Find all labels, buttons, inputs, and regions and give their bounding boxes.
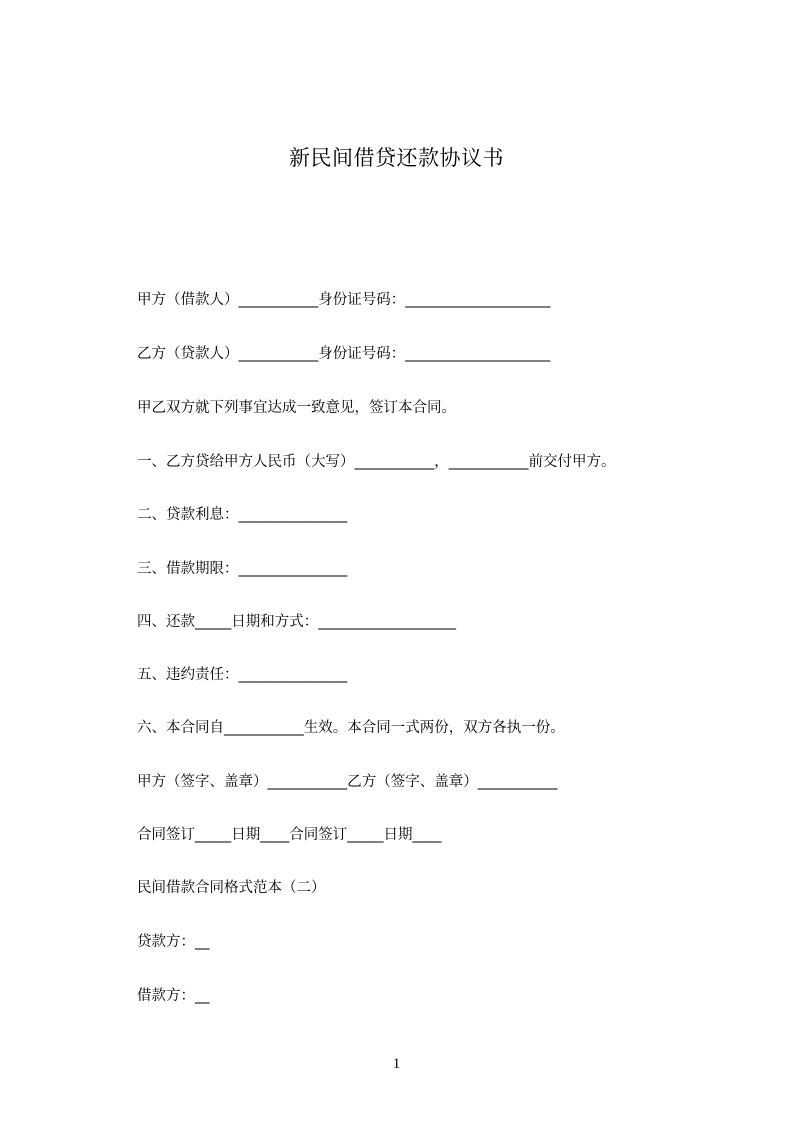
clause-4-repayment: 四、还款_____日期和方式：___________________ bbox=[137, 614, 456, 630]
clause-3-term: 三、借款期限：_______________ bbox=[137, 561, 348, 577]
clause-1-loan-amount: 一、乙方贷给甲方人民币（大写）___________，___________前交付甲方。 bbox=[137, 454, 616, 470]
clause-6-effective: 六、本合同自___________生效。本合同一式两份，双方各执一份。 bbox=[137, 720, 565, 736]
document-title: 新民间借贷还款协议书 bbox=[289, 146, 504, 170]
agreement-intro-line: 甲乙双方就下列事宜达成一致意见，签订本合同。 bbox=[137, 400, 456, 416]
template-heading-line: 民间借款合同格式范本（二） bbox=[137, 880, 326, 896]
clause-5-liability: 五、违约责任：_______________ bbox=[137, 667, 348, 683]
party-b-lender-line: 乙方（贷款人）___________身份证号码：____________________ bbox=[137, 346, 551, 362]
signature-line: 甲方（签字、盖章）___________乙方（签字、盖章）___________ bbox=[137, 774, 558, 790]
page-number: 1 bbox=[392, 1056, 401, 1072]
party-a-borrower-line: 甲方（借款人）___________身份证号码：____________________ bbox=[137, 292, 551, 308]
signing-date-line: 合同签订_____日期____合同签订_____日期____ bbox=[137, 827, 442, 843]
clause-2-interest: 二、贷款利息：_______________ bbox=[137, 507, 348, 523]
lender-line: 贷款方：__ bbox=[137, 934, 210, 950]
borrower-line: 借款方：__ bbox=[137, 988, 210, 1004]
